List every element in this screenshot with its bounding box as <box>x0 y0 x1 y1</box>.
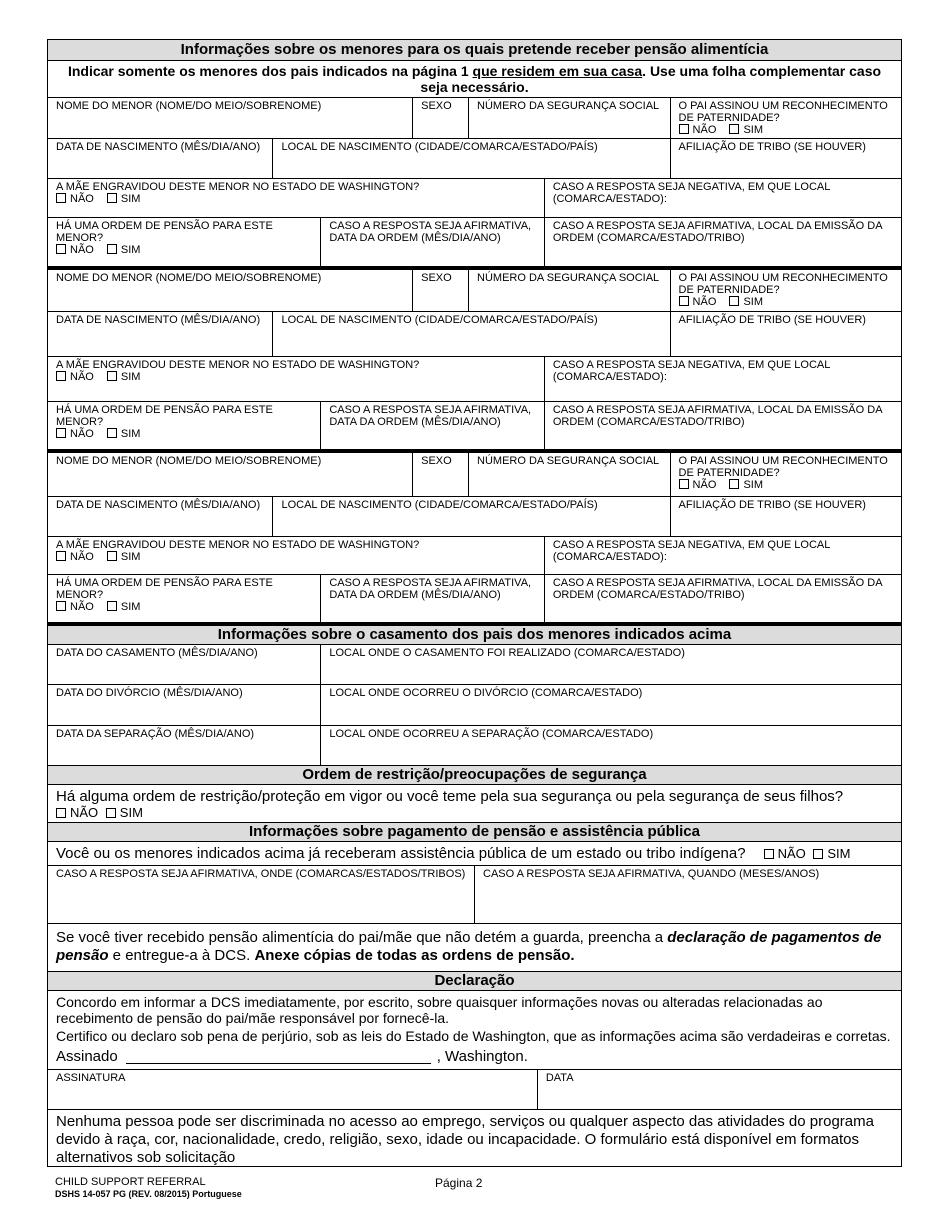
conceived-yes-checkbox[interactable] <box>107 193 117 203</box>
children-instruction: Indicar somente os menores dos pais indicados na página 1 que residem em sua casa. Use uma folha complementar caso seja necessário. <box>48 61 901 98</box>
conceived-wa-field: A MÃE ENGRAVIDOU DESTE MENOR NO ESTADO DE WASHINGTON? NÃO SIM <box>48 537 545 574</box>
separation-date-field[interactable]: DATA DA SEPARAÇÃO (MÊS/DIA/ANO) <box>48 726 321 765</box>
paternity-no-checkbox[interactable] <box>679 296 689 306</box>
paternity-field: O PAI ASSINOU UM RECONHECIMENTO DE PATERNIDADE? NÃO SIM <box>678 455 888 491</box>
marriage-place-field[interactable]: LOCAL ONDE O CASAMENTO FOI REALIZADO (COMARCA/ESTADO) <box>329 647 685 659</box>
paternity-no-checkbox[interactable] <box>679 124 689 134</box>
order-yes-checkbox[interactable] <box>107 428 117 438</box>
safety-section-header: Ordem de restrição/preocupações de segurança <box>48 766 901 785</box>
paternity-field: O PAI ASSINOU UM RECONHECIMENTO DE PATERNIDADE? NÃO SIM <box>678 272 888 308</box>
paternity-yes-checkbox[interactable] <box>729 124 739 134</box>
paternity-field: O PAI ASSINOU UM RECONHECIMENTO DE PATERNIDADE? NÃO SIM <box>678 100 888 136</box>
birth-date-field[interactable]: DATA DE NASCIMENTO (MÊS/DIA/ANO) <box>48 497 273 536</box>
order-no-checkbox[interactable] <box>56 244 66 254</box>
sex-field[interactable]: SEXO <box>413 453 469 496</box>
divorce-date-field[interactable]: DATA DO DIVÓRCIO (MÊS/DIA/ANO) <box>48 685 321 725</box>
birth-place-field[interactable]: LOCAL DE NASCIMENTO (CIDADE/COMARCA/ESTADO/PAÍS) <box>273 312 670 356</box>
order-yes-checkbox[interactable] <box>107 601 117 611</box>
order-place-field[interactable]: CASO A RESPOSTA SEJA AFIRMATIVA, LOCAL DA EMISSÃO DA ORDEM (COMARCA/ESTADO/TRIBO) <box>552 577 882 601</box>
declaration-text: Concordo em informar a DCS imediatamente, por escrito, sobre quaisquer informações novas ou alteradas relacionadas ao recebimento de pensão do pai/mãe responsável por fornecê-la. Certifico ou declaro sob pena de perjúrio, sob as leis do Estado de Washington, que as informações acima são verdadeiras e corretas. Assinado , Washington. <box>48 991 901 1070</box>
birth-place-field[interactable]: LOCAL DE NASCIMENTO (CIDADE/COMARCA/ESTADO/PAÍS) <box>273 139 670 178</box>
ssn-field[interactable]: NÚMERO DA SEGURANÇA SOCIAL <box>469 98 671 138</box>
order-no-checkbox[interactable] <box>56 601 66 611</box>
conceived-no-checkbox[interactable] <box>56 371 66 381</box>
conceived-location-field[interactable]: CASO A RESPOSTA SEJA NEGATIVA, EM QUE LOCAL (COMARCA/ESTADO): <box>552 539 830 563</box>
payment-section-header: Informações sobre pagamento de pensão e assistência pública <box>48 823 901 842</box>
date-field[interactable]: DATA <box>545 1072 574 1084</box>
marriage-date-field[interactable]: DATA DO CASAMENTO (MÊS/DIA/ANO) <box>48 645 321 684</box>
ssn-field[interactable]: NÚMERO DA SEGURANÇA SOCIAL <box>469 270 671 311</box>
order-yes-checkbox[interactable] <box>107 244 117 254</box>
tribe-field[interactable]: AFILIAÇÃO DE TRIBO (SE HOUVER) <box>678 314 866 326</box>
nondiscrimination-notice: Nenhuma pessoa pode ser discriminada no acesso ao emprego, serviços ou qualquer aspecto das atividades do programa devido à raça, cor, nacionalidade, credo, religião, sexo, idade ou incapacidade. O formulário está disponível em formatos alternativos sob solicitação <box>48 1110 901 1167</box>
child-name-field[interactable]: NOME DO MENOR (NOME/DO MEIO/SOBRENOME) <box>48 98 413 138</box>
page-number: Página 2 <box>435 1176 483 1190</box>
birth-date-field[interactable]: DATA DE NASCIMENTO (MÊS/DIA/ANO) <box>48 139 273 178</box>
ssn-field[interactable]: NÚMERO DA SEGURANÇA SOCIAL <box>469 453 671 496</box>
birth-date-field[interactable]: DATA DE NASCIMENTO (MÊS/DIA/ANO) <box>48 312 273 356</box>
birth-place-field[interactable]: LOCAL DE NASCIMENTO (CIDADE/COMARCA/ESTADO/PAÍS) <box>273 497 670 536</box>
support-payment-note: Se você tiver recebido pensão alimentícia do pai/mãe que não detém a guarda, preencha a declaração de pagamentos de pensão e entregue-a à DCS. Anexe cópias de todas as ordens de pensão. <box>48 924 901 972</box>
child-block-3 <box>48 453 901 626</box>
conceived-yes-checkbox[interactable] <box>107 551 117 561</box>
signature-field[interactable]: ASSINATURA <box>48 1070 538 1109</box>
order-date-field[interactable]: CASO A RESPOSTA SEJA AFIRMATIVA, DATA DA ORDEM (MÊS/DIA/ANO) <box>321 575 544 622</box>
tribe-field[interactable]: AFILIAÇÃO DE TRIBO (SE HOUVER) <box>678 141 866 153</box>
support-order-field: HÁ UMA ORDEM DE PENSÃO PARA ESTE MENOR? NÃO SIM <box>48 402 321 449</box>
support-order-field: HÁ UMA ORDEM DE PENSÃO PARA ESTE MENOR? NÃO SIM <box>48 218 321 266</box>
declaration-section-header: Declaração <box>48 972 901 991</box>
conceived-no-checkbox[interactable] <box>56 551 66 561</box>
form-name: CHILD SUPPORT REFERRAL <box>55 1176 206 1188</box>
conceived-wa-field: A MÃE ENGRAVIDOU DESTE MENOR NO ESTADO DE WASHINGTON? NÃO SIM <box>48 357 545 401</box>
support-order-field: HÁ UMA ORDEM DE PENSÃO PARA ESTE MENOR? NÃO SIM <box>48 575 321 622</box>
child-block-1 <box>48 98 901 270</box>
sex-field[interactable]: SEXO <box>413 270 469 311</box>
assistance-when-field[interactable]: CASO A RESPOSTA SEJA AFIRMATIVA, QUANDO (MESES/ANOS) <box>483 868 820 880</box>
signed-location: Assinado , Washington. <box>56 1048 528 1065</box>
divorce-place-field[interactable]: LOCAL ONDE OCORREU O DIVÓRCIO (COMARCA/ESTADO) <box>329 687 643 699</box>
assistance-where-field[interactable]: CASO A RESPOSTA SEJA AFIRMATIVA, ONDE (COMARCAS/ESTADOS/TRIBOS) <box>48 866 475 923</box>
form-number: DSHS 14-057 PG (REV. 08/2015) Portuguese <box>55 1189 242 1199</box>
conceived-no-checkbox[interactable] <box>56 193 66 203</box>
child-block-2 <box>48 270 901 453</box>
child-name-field[interactable]: NOME DO MENOR (NOME/DO MEIO/SOBRENOME) <box>48 270 413 311</box>
order-date-field[interactable]: CASO A RESPOSTA SEJA AFIRMATIVA, DATA DA ORDEM (MÊS/DIA/ANO) <box>321 402 544 449</box>
safety-question: Há alguma ordem de restrição/proteção em vigor ou você teme pela sua segurança ou pela segurança de seus filhos? NÃO SIM <box>48 785 901 823</box>
order-no-checkbox[interactable] <box>56 428 66 438</box>
child-support-form <box>47 39 902 1167</box>
paternity-no-checkbox[interactable] <box>679 479 689 489</box>
order-place-field[interactable]: CASO A RESPOSTA SEJA AFIRMATIVA, LOCAL DA EMISSÃO DA ORDEM (COMARCA/ESTADO/TRIBO) <box>552 220 882 244</box>
assistance-yes-checkbox[interactable] <box>813 849 823 859</box>
tribe-field[interactable]: AFILIAÇÃO DE TRIBO (SE HOUVER) <box>678 499 866 511</box>
assistance-question: Você ou os menores indicados acima já receberam assistência pública de um estado ou tribo indígena? NÃO SIM <box>48 842 901 866</box>
order-place-field[interactable]: CASO A RESPOSTA SEJA AFIRMATIVA, LOCAL DA EMISSÃO DA ORDEM (COMARCA/ESTADO/TRIBO) <box>552 404 882 428</box>
safety-no-checkbox[interactable] <box>56 808 66 818</box>
signed-location-input[interactable] <box>126 1050 431 1064</box>
page-footer <box>55 1176 905 1199</box>
conceived-wa-field: A MÃE ENGRAVIDOU DESTE MENOR NO ESTADO DE WASHINGTON? NÃO SIM <box>48 179 545 217</box>
safety-yes-checkbox[interactable] <box>106 808 116 818</box>
paternity-yes-checkbox[interactable] <box>729 296 739 306</box>
sex-field[interactable]: SEXO <box>413 98 469 138</box>
children-section-header: Informações sobre os menores para os quais pretende receber pensão alimentícia <box>48 40 901 61</box>
assistance-no-checkbox[interactable] <box>764 849 774 859</box>
child-name-field[interactable]: NOME DO MENOR (NOME/DO MEIO/SOBRENOME) <box>48 453 413 496</box>
marriage-section-header: Informações sobre o casamento dos pais dos menores indicados acima <box>48 626 901 645</box>
order-date-field[interactable]: CASO A RESPOSTA SEJA AFIRMATIVA, DATA DA ORDEM (MÊS/DIA/ANO) <box>321 218 544 266</box>
paternity-yes-checkbox[interactable] <box>729 479 739 489</box>
conceived-location-field[interactable]: CASO A RESPOSTA SEJA NEGATIVA, EM QUE LOCAL (COMARCA/ESTADO): <box>552 359 830 383</box>
conceived-yes-checkbox[interactable] <box>107 371 117 381</box>
conceived-location-field[interactable]: CASO A RESPOSTA SEJA NEGATIVA, EM QUE LOCAL (COMARCA/ESTADO): <box>552 181 830 205</box>
separation-place-field[interactable]: LOCAL ONDE OCORREU A SEPARAÇÃO (COMARCA/ESTADO) <box>329 728 654 740</box>
